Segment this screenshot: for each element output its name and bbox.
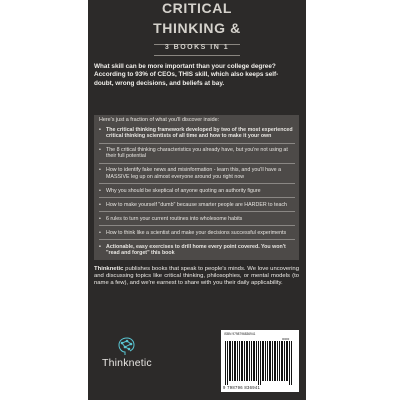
logo-wordmark: Thinknetic: [102, 357, 152, 369]
brain-network-logo-icon: [116, 335, 138, 357]
list-item: • Why you should be skeptical of anyone quoting an authority figure: [99, 187, 261, 194]
isbn-label: ISBN 9798796836941: [224, 332, 256, 336]
list-divider: [99, 239, 295, 240]
list-divider: [99, 163, 295, 164]
list-item: • The 8 critical thinking characteristics you already have, but you're not using at their full potential: [99, 147, 288, 160]
title-line-2: THINKING &: [153, 20, 241, 36]
discover-intro: Here's just a fraction of what you'll discover inside:: [99, 117, 220, 123]
publisher-name: Thinknetic: [94, 266, 124, 272]
publisher-logo: [102, 335, 212, 385]
bullet-icon: •: [99, 243, 101, 250]
discover-panel: [94, 115, 299, 260]
publisher-paragraph: [94, 266, 299, 287]
bullet-icon: •: [99, 147, 101, 154]
list-item: • How to think like a scientist and make your decisions successful experiments: [99, 229, 287, 236]
list-item: • The critical thinking framework developed by two of the most experienced critical thinking scientists of all time and how to make it your own: [99, 127, 293, 140]
list-divider: [99, 183, 295, 184]
list-divider: [99, 197, 295, 198]
list-divider: [99, 225, 295, 226]
bullet-icon: •: [99, 127, 101, 133]
bullet-icon: •: [99, 167, 101, 174]
barcode-bars-icon: [223, 337, 297, 385]
barcode: [221, 330, 299, 392]
list-item: • How to make yourself "dumb" because smarter people are HARDER to teach: [99, 201, 287, 208]
lead-paragraph: What skill can be more important than your college degree? According to 93% of CEOs, THIS skill, which also keeps self-doubt, wrong decisions, and beliefs at bay.: [94, 63, 279, 87]
title-line-1: CRITICAL: [161, 0, 233, 16]
list-item: • Actionable, easy exercises to drill home every point covered. You won't "read and forget" this book: [99, 243, 286, 256]
publisher-description: publishes books that speak to people's minds. We love uncovering and discussing topics like critical thinking, philosophies, or mental models (to name a few), and we're earnest to share with you their daily applicability.: [94, 266, 299, 287]
list-item: • How to identify fake news and misinformation - learn this, and you'll have a MASSIVE leg up on almost everyone around you right now: [99, 167, 282, 180]
subtitle-divider-bottom: [154, 55, 240, 56]
bullet-icon: •: [99, 187, 101, 194]
price-code: 90000: [282, 338, 290, 341]
discover-list: [99, 127, 295, 259]
bullet-icon: •: [99, 229, 101, 236]
list-divider: [99, 211, 295, 212]
isbn-digits: 9 798796 836941: [223, 385, 261, 390]
list-item: • 6 rules to turn your current routines into wholesome habits: [99, 215, 243, 222]
subtitle: 3 BOOKS IN 1: [164, 44, 230, 51]
list-divider: [99, 143, 295, 144]
book-back-cover: [88, 0, 306, 400]
bullet-icon: •: [99, 215, 101, 222]
bullet-icon: •: [99, 201, 101, 208]
